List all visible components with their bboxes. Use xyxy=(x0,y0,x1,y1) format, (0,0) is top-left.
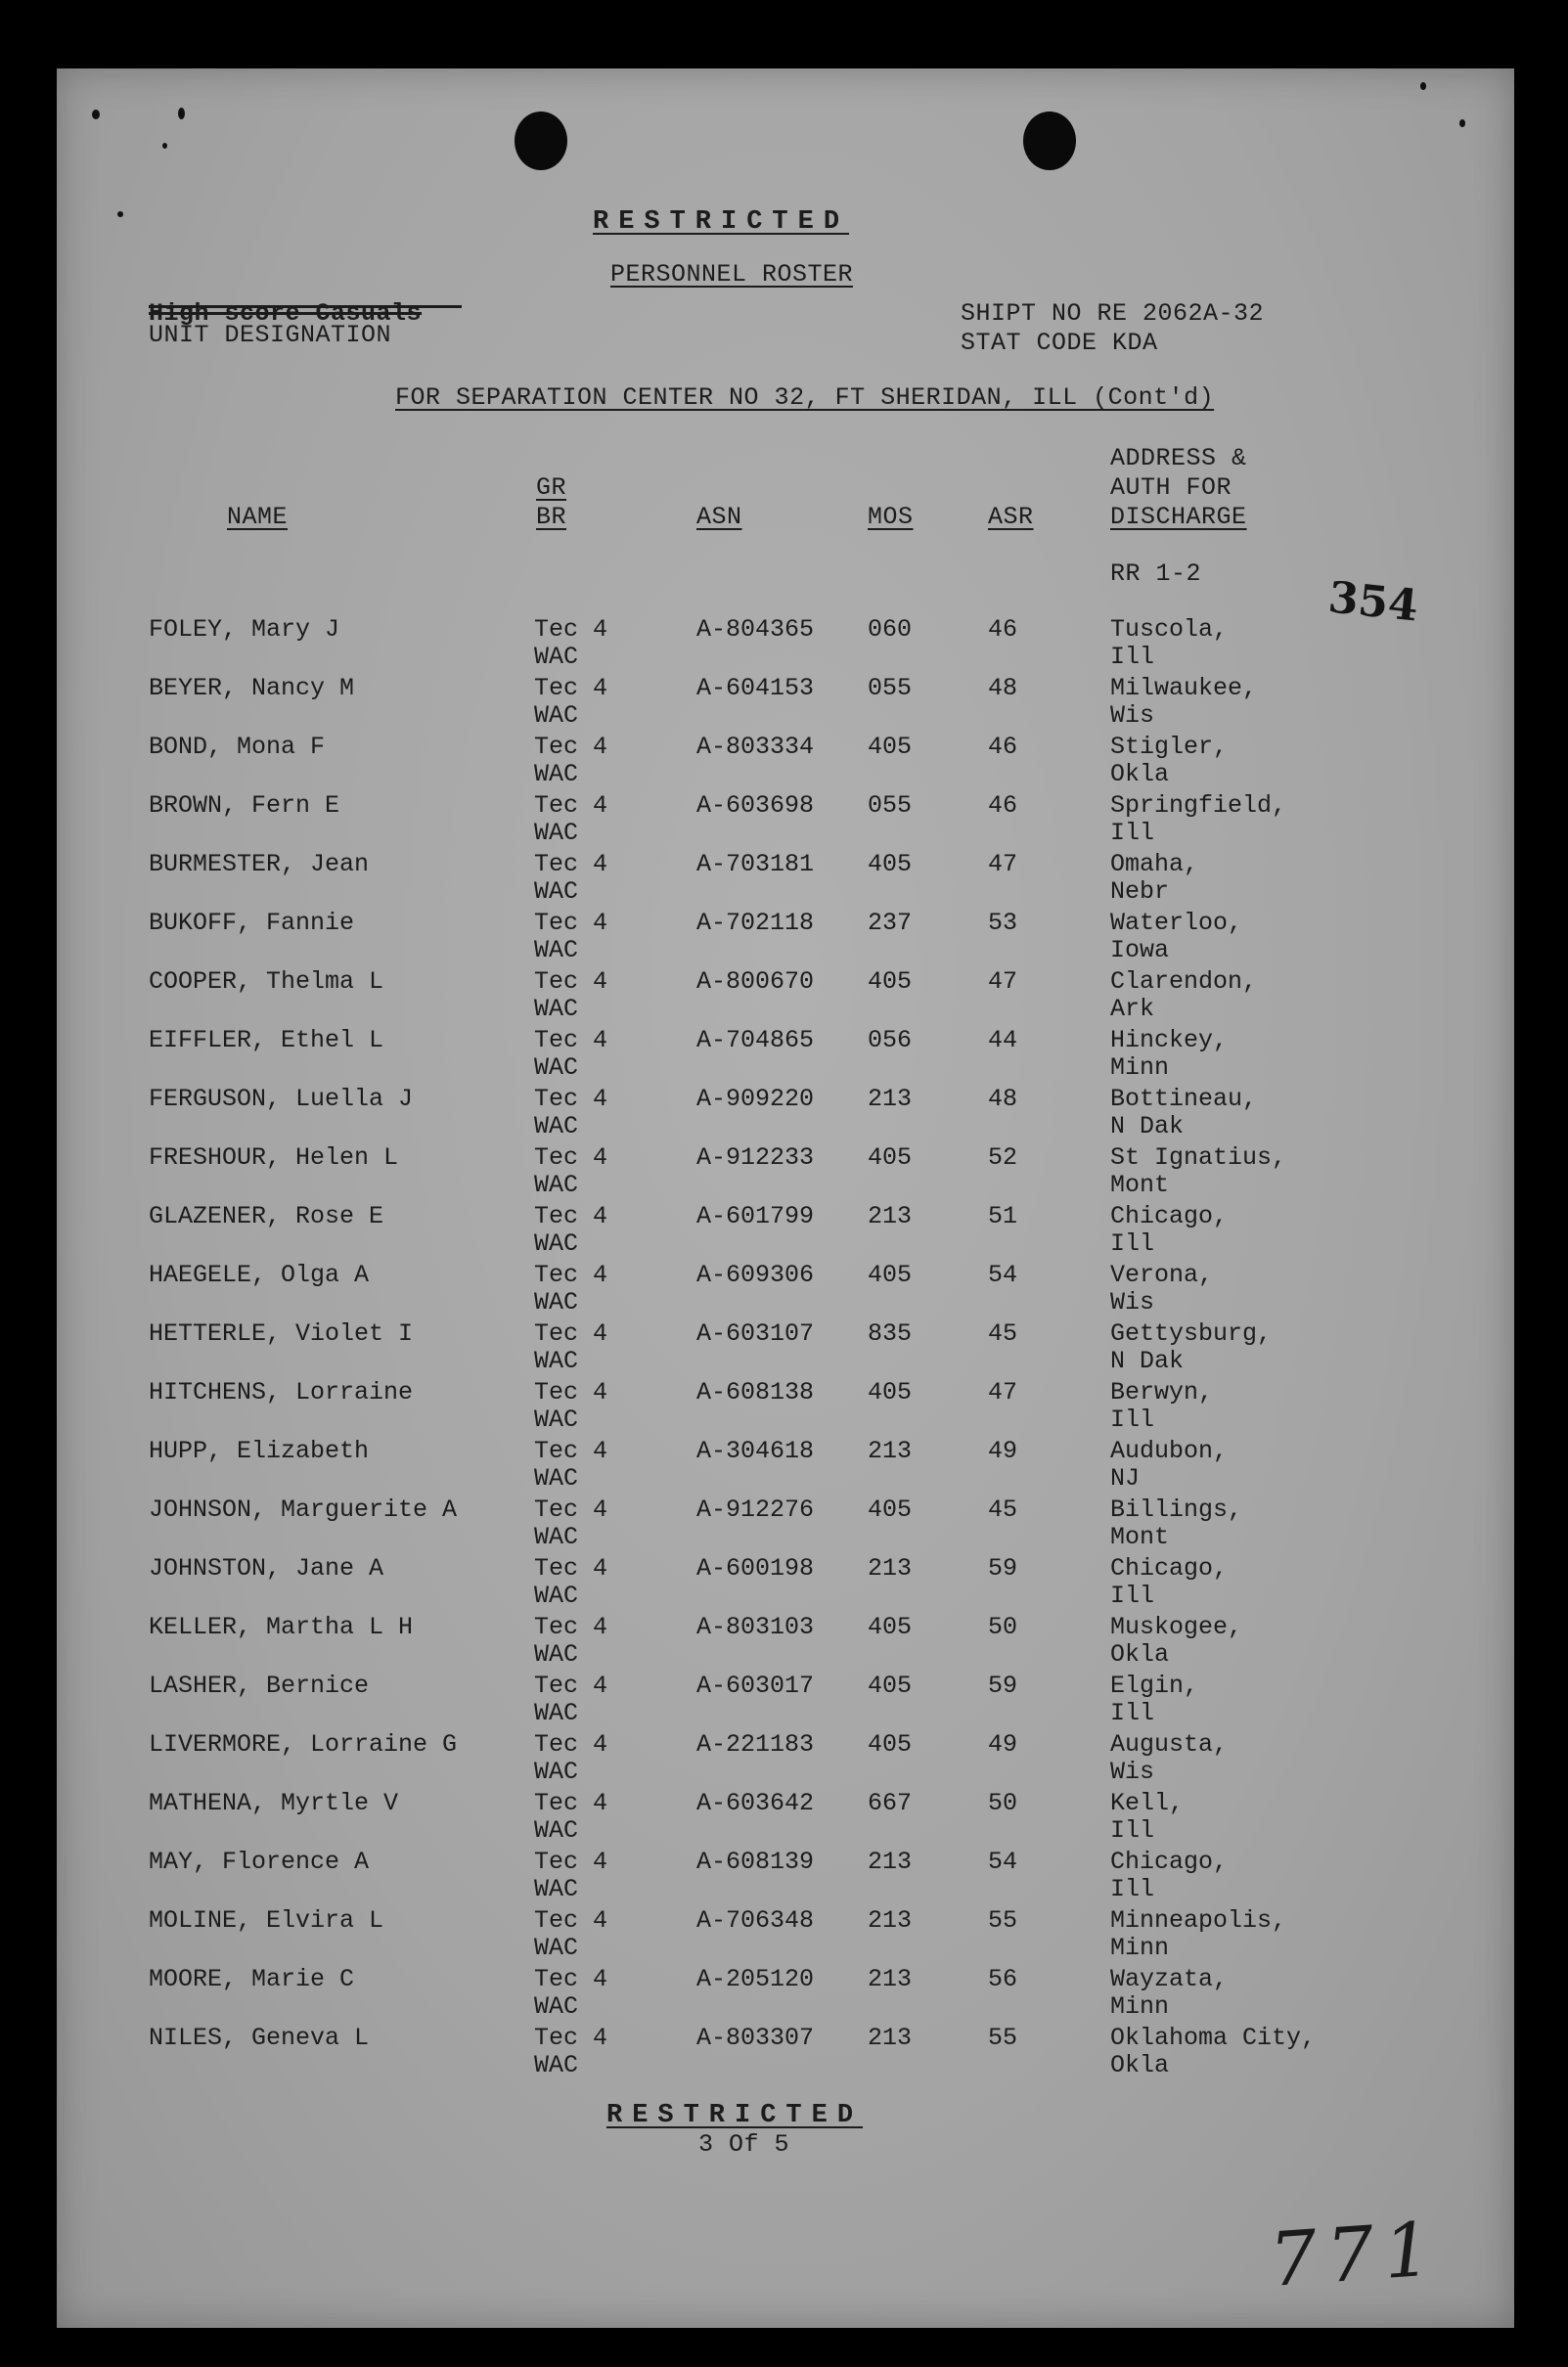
row-asn: A-912233 xyxy=(696,1143,815,1172)
row-city: Verona, xyxy=(1110,1261,1214,1289)
row-grade: Tec 4 xyxy=(534,1496,608,1524)
table-row xyxy=(57,851,1514,910)
row-state: Nebr xyxy=(1110,877,1170,906)
row-asn: A-205120 xyxy=(696,1965,815,1993)
row-grade: Tec 4 xyxy=(534,1554,608,1583)
row-city: Audubon, xyxy=(1110,1437,1229,1465)
row-asr: 44 xyxy=(988,1026,1018,1054)
row-city: Chicago, xyxy=(1110,1554,1229,1583)
stat-code: STAT CODE KDA xyxy=(961,329,1158,357)
row-asr: 45 xyxy=(988,1496,1018,1524)
row-asn: A-804365 xyxy=(696,615,815,644)
row-mos: 405 xyxy=(868,1496,913,1524)
row-city: Billings, xyxy=(1110,1496,1243,1524)
row-city: Minneapolis, xyxy=(1110,1906,1287,1935)
table-row xyxy=(57,1262,1514,1320)
row-state: Ill xyxy=(1110,819,1155,847)
punch-hole-right xyxy=(1023,112,1076,170)
row-name: BROWN, Fern E xyxy=(149,791,340,820)
row-grade: Tec 4 xyxy=(534,674,608,702)
table-row xyxy=(57,1907,1514,1966)
row-asr: 53 xyxy=(988,909,1018,937)
br-header: BR xyxy=(536,503,567,531)
row-grade: Tec 4 xyxy=(534,1143,608,1172)
table-row xyxy=(57,1849,1514,1907)
row-branch: WAC xyxy=(534,1464,579,1493)
row-branch: WAC xyxy=(534,1816,579,1845)
roster-title: PERSONNEL ROSTER xyxy=(610,260,854,289)
row-asn: A-803103 xyxy=(696,1613,815,1641)
row-asr: 47 xyxy=(988,1378,1018,1407)
unit-underline xyxy=(149,305,462,308)
punch-hole-left xyxy=(515,112,567,170)
table-row xyxy=(57,1438,1514,1496)
table-row xyxy=(57,1614,1514,1673)
row-mos: 405 xyxy=(868,1378,913,1407)
row-asn: A-603698 xyxy=(696,791,815,820)
row-asr: 54 xyxy=(988,1848,1018,1876)
row-grade: Tec 4 xyxy=(534,1848,608,1876)
row-state: Ill xyxy=(1110,1229,1155,1258)
row-grade: Tec 4 xyxy=(534,967,608,996)
row-asr: 54 xyxy=(988,1261,1018,1289)
roster-page xyxy=(57,68,1514,2328)
row-city: Hinckey, xyxy=(1110,1026,1229,1054)
row-asn: A-603642 xyxy=(696,1789,815,1817)
address-header-line2: AUTH FOR xyxy=(1110,473,1232,502)
row-branch: WAC xyxy=(534,1699,579,1727)
row-asn: A-304618 xyxy=(696,1437,815,1465)
row-grade: Tec 4 xyxy=(534,1319,608,1348)
row-mos: 213 xyxy=(868,1554,913,1583)
row-city: Elgin, xyxy=(1110,1672,1199,1700)
row-city: Wayzata, xyxy=(1110,1965,1229,1993)
table-row xyxy=(57,1379,1514,1438)
table-row xyxy=(57,1086,1514,1144)
row-city: Muskogee, xyxy=(1110,1613,1243,1641)
row-branch: WAC xyxy=(534,701,579,730)
row-asr: 49 xyxy=(988,1730,1018,1759)
unit-designation-label: UNIT DESIGNATION xyxy=(149,321,392,349)
row-asn: A-221183 xyxy=(696,1730,815,1759)
row-asr: 51 xyxy=(988,1202,1018,1230)
table-row xyxy=(57,792,1514,851)
row-state: N Dak xyxy=(1110,1347,1185,1375)
ink-speck xyxy=(1459,119,1465,127)
row-mos: 405 xyxy=(868,1613,913,1641)
row-city: Gettysburg, xyxy=(1110,1319,1273,1348)
row-state: Minn xyxy=(1110,1934,1170,1962)
ink-speck xyxy=(92,110,100,119)
row-asr: 46 xyxy=(988,791,1018,820)
row-branch: WAC xyxy=(534,1934,579,1962)
unit-name: High-score Casuals xyxy=(149,299,423,328)
row-mos: 405 xyxy=(868,967,913,996)
table-row xyxy=(57,734,1514,792)
row-city: Stigler, xyxy=(1110,733,1229,761)
ink-speck xyxy=(117,211,123,217)
row-asr: 48 xyxy=(988,674,1018,702)
row-city: Oklahoma City, xyxy=(1110,2024,1317,2052)
row-grade: Tec 4 xyxy=(534,1261,608,1289)
table-row xyxy=(57,1320,1514,1379)
row-asr: 47 xyxy=(988,850,1018,878)
ink-speck xyxy=(162,143,167,149)
row-name: LASHER, Bernice xyxy=(149,1672,370,1700)
row-name: FERGUSON, Luella J xyxy=(149,1085,414,1113)
row-asn: A-803334 xyxy=(696,733,815,761)
row-grade: Tec 4 xyxy=(534,1202,608,1230)
row-mos: 213 xyxy=(868,1437,913,1465)
row-branch: WAC xyxy=(534,1758,579,1786)
row-asn: A-603017 xyxy=(696,1672,815,1700)
row-state: Wis xyxy=(1110,1758,1155,1786)
row-grade: Tec 4 xyxy=(534,2024,608,2052)
row-state: Ill xyxy=(1110,1406,1155,1434)
ink-speck xyxy=(178,108,185,119)
row-name: KELLER, Martha L H xyxy=(149,1613,414,1641)
row-branch: WAC xyxy=(534,1229,579,1258)
row-mos: 835 xyxy=(868,1319,913,1348)
row-grade: Tec 4 xyxy=(534,1437,608,1465)
row-asn: A-603107 xyxy=(696,1319,815,1348)
row-mos: 405 xyxy=(868,733,913,761)
row-city: Clarendon, xyxy=(1110,967,1258,996)
row-asr: 50 xyxy=(988,1789,1018,1817)
row-asn: A-608138 xyxy=(696,1378,815,1407)
row-state: Wis xyxy=(1110,701,1155,730)
row-asr: 59 xyxy=(988,1672,1018,1700)
row-branch: WAC xyxy=(534,1992,579,2021)
table-row xyxy=(57,1555,1514,1614)
row-city: Waterloo, xyxy=(1110,909,1243,937)
row-state: Ark xyxy=(1110,995,1155,1023)
row-state: NJ xyxy=(1110,1464,1141,1493)
row-grade: Tec 4 xyxy=(534,1085,608,1113)
row-state: Ill xyxy=(1110,1582,1155,1610)
row-asr: 49 xyxy=(988,1437,1018,1465)
row-city: Chicago, xyxy=(1110,1202,1229,1230)
row-mos: 405 xyxy=(868,1730,913,1759)
row-grade: Tec 4 xyxy=(534,733,608,761)
row-branch: WAC xyxy=(534,2051,579,2079)
row-name: HETTERLE, Violet I xyxy=(149,1319,414,1348)
row-mos: 055 xyxy=(868,791,913,820)
row-state: Wis xyxy=(1110,1288,1155,1317)
table-row xyxy=(57,675,1514,734)
handwritten-folio: 771 xyxy=(1267,2205,1444,2303)
row-name: MOLINE, Elvira L xyxy=(149,1906,384,1935)
row-city: Berwyn, xyxy=(1110,1378,1214,1407)
row-mos: 237 xyxy=(868,909,913,937)
row-mos: 213 xyxy=(868,1906,913,1935)
row-state: Mont xyxy=(1110,1171,1170,1199)
row-grade: Tec 4 xyxy=(534,1906,608,1935)
asr-header: ASR xyxy=(988,503,1034,531)
row-asn: A-803307 xyxy=(696,2024,815,2052)
table-row xyxy=(57,1027,1514,1086)
address-header-line1: ADDRESS & xyxy=(1110,444,1247,472)
row-mos: 213 xyxy=(868,1202,913,1230)
row-state: Ill xyxy=(1110,1699,1155,1727)
row-branch: WAC xyxy=(534,1112,579,1140)
row-state: Minn xyxy=(1110,1992,1170,2021)
row-state: Minn xyxy=(1110,1053,1170,1082)
name-header: NAME xyxy=(227,503,289,531)
row-city: St Ignatius, xyxy=(1110,1143,1287,1172)
row-name: NILES, Geneva L xyxy=(149,2024,370,2052)
row-asn: A-600198 xyxy=(696,1554,815,1583)
row-name: BEYER, Nancy M xyxy=(149,674,355,702)
row-grade: Tec 4 xyxy=(534,1789,608,1817)
row-branch: WAC xyxy=(534,1582,579,1610)
row-asn: A-800670 xyxy=(696,967,815,996)
row-mos: 667 xyxy=(868,1789,913,1817)
row-name: JOHNSON, Marguerite A xyxy=(149,1496,458,1524)
row-city: Chicago, xyxy=(1110,1848,1229,1876)
row-grade: Tec 4 xyxy=(534,1026,608,1054)
row-name: EIFFLER, Ethel L xyxy=(149,1026,384,1054)
row-grade: Tec 4 xyxy=(534,1730,608,1759)
row-branch: WAC xyxy=(534,1053,579,1082)
row-branch: WAC xyxy=(534,1171,579,1199)
shipment-number: SHIPT NO RE 2062A-32 xyxy=(961,299,1265,328)
row-state: Okla xyxy=(1110,760,1170,788)
row-asr: 56 xyxy=(988,1965,1018,1993)
row-name: MATHENA, Myrtle V xyxy=(149,1789,399,1817)
row-state: Okla xyxy=(1110,2051,1170,2079)
table-row xyxy=(57,910,1514,968)
row-name: BURMESTER, Jean xyxy=(149,850,370,878)
row-branch: WAC xyxy=(534,760,579,788)
row-asn: A-604153 xyxy=(696,674,815,702)
row-city: Augusta, xyxy=(1110,1730,1229,1759)
row-asn: A-909220 xyxy=(696,1085,815,1113)
row-asr: 46 xyxy=(988,733,1018,761)
row-name: GLAZENER, Rose E xyxy=(149,1202,384,1230)
row-asn: A-912276 xyxy=(696,1496,815,1524)
row-asn: A-601799 xyxy=(696,1202,815,1230)
row-grade: Tec 4 xyxy=(534,909,608,937)
row-state: Mont xyxy=(1110,1523,1170,1551)
row-asn: A-706348 xyxy=(696,1906,815,1935)
row-city: Milwaukee, xyxy=(1110,674,1258,702)
row-branch: WAC xyxy=(534,936,579,964)
row-grade: Tec 4 xyxy=(534,1965,608,1993)
asn-header: ASN xyxy=(696,503,742,531)
row-city: Bottineau, xyxy=(1110,1085,1258,1113)
row-state: Iowa xyxy=(1110,936,1170,964)
row-state: Ill xyxy=(1110,643,1155,671)
address-header-line3: DISCHARGE xyxy=(1110,503,1247,531)
row-grade: Tec 4 xyxy=(534,1613,608,1641)
table-row xyxy=(57,2025,1514,2083)
row-branch: WAC xyxy=(534,1406,579,1434)
row-name: HUPP, Elizabeth xyxy=(149,1437,370,1465)
row-city: Springfield, xyxy=(1110,791,1287,820)
row-mos: 213 xyxy=(868,1965,913,1993)
row-branch: WAC xyxy=(534,1288,579,1317)
row-grade: Tec 4 xyxy=(534,1378,608,1407)
row-name: LIVERMORE, Lorraine G xyxy=(149,1730,458,1759)
table-row xyxy=(57,1496,1514,1555)
row-state: N Dak xyxy=(1110,1112,1185,1140)
row-mos: 060 xyxy=(868,615,913,644)
table-row xyxy=(57,1203,1514,1262)
row-mos: 405 xyxy=(868,1261,913,1289)
ink-speck xyxy=(1420,82,1426,90)
row-asr: 48 xyxy=(988,1085,1018,1113)
restricted-heading: RESTRICTED xyxy=(593,207,850,237)
row-asn: A-608139 xyxy=(696,1848,815,1876)
row-asr: 45 xyxy=(988,1319,1018,1348)
row-name: HAEGELE, Olga A xyxy=(149,1261,370,1289)
row-asr: 55 xyxy=(988,2024,1018,2052)
row-name: JOHNSTON, Jane A xyxy=(149,1554,384,1583)
row-asr: 47 xyxy=(988,967,1018,996)
gr-header: GR xyxy=(536,473,567,502)
row-state: Ill xyxy=(1110,1875,1155,1903)
row-mos: 213 xyxy=(868,2024,913,2052)
row-city: Kell, xyxy=(1110,1789,1185,1817)
row-mos: 213 xyxy=(868,1085,913,1113)
table-row xyxy=(57,1966,1514,2025)
row-name: BUKOFF, Fannie xyxy=(149,909,355,937)
row-city: Omaha, xyxy=(1110,850,1199,878)
row-name: FOLEY, Mary J xyxy=(149,615,340,644)
row-mos: 055 xyxy=(868,674,913,702)
row-mos: 405 xyxy=(868,1672,913,1700)
destination-line: FOR SEPARATION CENTER NO 32, FT SHERIDAN, ILL (Cont'd) xyxy=(395,383,1215,412)
row-asn: A-702118 xyxy=(696,909,815,937)
row-state: Ill xyxy=(1110,1816,1155,1845)
mos-header: MOS xyxy=(868,503,914,531)
row-branch: WAC xyxy=(534,995,579,1023)
table-row xyxy=(57,616,1514,675)
row-name: BOND, Mona F xyxy=(149,733,326,761)
row-name: COOPER, Thelma L xyxy=(149,967,384,996)
row-asn: A-609306 xyxy=(696,1261,815,1289)
page-count: 3 Of 5 xyxy=(698,2130,790,2159)
row-branch: WAC xyxy=(534,643,579,671)
row-branch: WAC xyxy=(534,877,579,906)
row-asr: 59 xyxy=(988,1554,1018,1583)
restricted-footer: RESTRICTED xyxy=(606,2101,864,2130)
row-name: MAY, Florence A xyxy=(149,1848,370,1876)
row-asr: 46 xyxy=(988,615,1018,644)
row-grade: Tec 4 xyxy=(534,615,608,644)
table-row xyxy=(57,1673,1514,1731)
row-mos: 213 xyxy=(868,1848,913,1876)
row-name: HITCHENS, Lorraine xyxy=(149,1378,414,1407)
row-mos: 405 xyxy=(868,1143,913,1172)
row-asn: A-703181 xyxy=(696,850,815,878)
row-asr: 52 xyxy=(988,1143,1018,1172)
row-name: MOORE, Marie C xyxy=(149,1965,355,1993)
row-mos: 405 xyxy=(868,850,913,878)
table-row xyxy=(57,1790,1514,1849)
row-branch: WAC xyxy=(534,819,579,847)
row-branch: WAC xyxy=(534,1640,579,1669)
row-branch: WAC xyxy=(534,1347,579,1375)
table-row xyxy=(57,1731,1514,1790)
row-grade: Tec 4 xyxy=(534,791,608,820)
row-branch: WAC xyxy=(534,1523,579,1551)
row-asn: A-704865 xyxy=(696,1026,815,1054)
row-state: Okla xyxy=(1110,1640,1170,1669)
row-grade: Tec 4 xyxy=(534,1672,608,1700)
table-row xyxy=(57,968,1514,1027)
row-branch: WAC xyxy=(534,1875,579,1903)
handwritten-page-stamp: 354 xyxy=(1325,572,1421,632)
row-asr: 55 xyxy=(988,1906,1018,1935)
row-grade: Tec 4 xyxy=(534,850,608,878)
row-mos: 056 xyxy=(868,1026,913,1054)
discharge-authority: RR 1-2 xyxy=(1110,559,1202,588)
row-asr: 50 xyxy=(988,1613,1018,1641)
table-row xyxy=(57,1144,1514,1203)
row-city: Tuscola, xyxy=(1110,615,1229,644)
row-name: FRESHOUR, Helen L xyxy=(149,1143,399,1172)
